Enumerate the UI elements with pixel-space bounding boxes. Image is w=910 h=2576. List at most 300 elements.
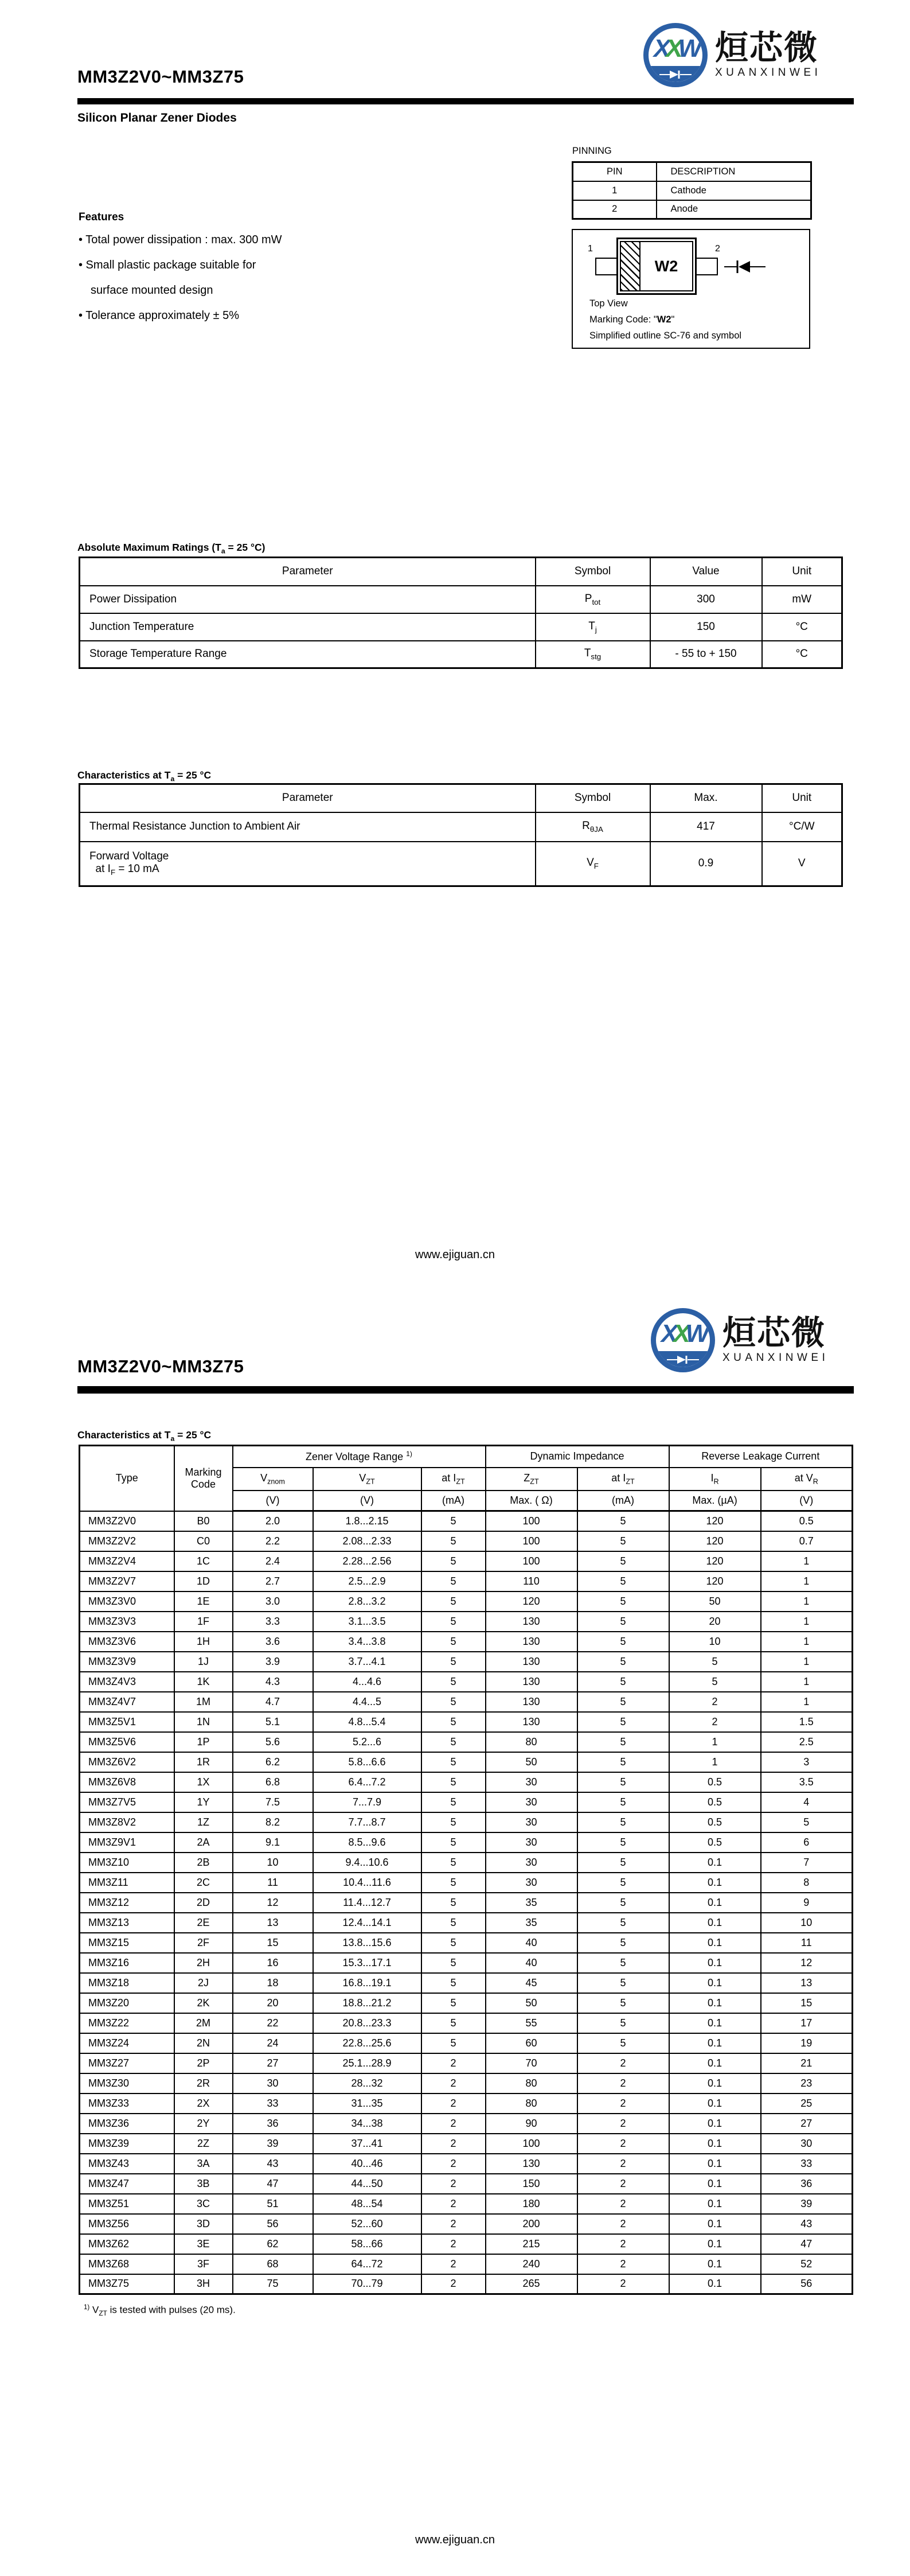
table-cell: 3	[761, 1752, 853, 1772]
value-header: Value	[650, 558, 762, 586]
table-cell: MM3Z15	[80, 1933, 174, 1953]
max-header: Max.	[650, 784, 762, 812]
characteristics-table	[79, 783, 843, 887]
table-cell: 3.0	[233, 1591, 313, 1612]
table-cell: MM3Z5V6	[80, 1732, 174, 1752]
table-cell: 2	[421, 2174, 486, 2194]
table-cell: 75	[233, 2274, 313, 2294]
table-cell: B0	[174, 1511, 233, 1531]
table-cell: MM3Z5V1	[80, 1712, 174, 1732]
table-cell: 5	[577, 1973, 669, 1993]
table-cell: 30	[761, 2134, 853, 2154]
table-cell: MM3Z24	[80, 2033, 174, 2053]
table-cell: 35	[486, 1893, 577, 1913]
table-cell: 56	[761, 2274, 853, 2294]
table-cell: 3.6	[233, 1632, 313, 1652]
table-cell: 2	[421, 2134, 486, 2154]
table-row	[80, 613, 842, 641]
table-cell: $T_{stg}$	[536, 641, 650, 668]
table-cell: 0.1	[669, 1873, 761, 1893]
table-cell: 15	[761, 1993, 853, 2013]
table-cell: 2R	[174, 2073, 233, 2094]
table-cell: 2F	[174, 1933, 233, 1953]
table-cell: 5	[421, 1672, 486, 1692]
table-cell: 5	[421, 1973, 486, 1993]
table-cell: 0.1	[669, 2013, 761, 2033]
table-cell: 2	[577, 2214, 669, 2234]
table-cell: MM3Z56	[80, 2214, 174, 2234]
table-cell: 5	[577, 1591, 669, 1612]
table-cell: 150	[650, 613, 762, 641]
table-cell: 4...4.6	[313, 1672, 421, 1692]
table-cell: 30	[233, 2073, 313, 2094]
table-cell: 39	[761, 2194, 853, 2214]
table-cell: 34...38	[313, 2114, 421, 2134]
table-cell: 3.4...3.8	[313, 1632, 421, 1652]
table-cell: MM3Z75	[80, 2274, 174, 2294]
description-column-header: DESCRIPTION	[657, 162, 811, 181]
table-cell: 5	[421, 1832, 486, 1853]
table-cell: 100	[486, 2134, 577, 2154]
table-cell: 5	[421, 1933, 486, 1953]
table-cell: 5.6	[233, 1732, 313, 1752]
table-cell: MM3Z16	[80, 1953, 174, 1973]
footnote: $^{1)}$ $V_{ZT}$ is tested with pulses (20 ms).	[84, 2304, 236, 2318]
table-cell: 1H	[174, 1632, 233, 1652]
table-row	[80, 2073, 853, 2094]
table-cell: MM3Z18	[80, 1973, 174, 1993]
table-cell: 18.8...21.2	[313, 1993, 421, 2013]
table-cell: 1N	[174, 1712, 233, 1732]
symbol-header: Symbol	[536, 784, 650, 812]
table-cell: 55	[486, 2013, 577, 2033]
table-cell: 2	[577, 2114, 669, 2134]
table-cell: 13	[233, 1913, 313, 1933]
table-cell: 2.4	[233, 1551, 313, 1571]
table-cell: 5	[421, 1591, 486, 1612]
zener-voltage-range-header: Zener Voltage Range $^{1)}$	[233, 1446, 486, 1468]
table-cell: 130	[486, 1672, 577, 1692]
table-cell: 36	[233, 2114, 313, 2134]
table-cell: 1	[761, 1632, 853, 1652]
table-row	[80, 1571, 853, 1591]
table-cell: 47	[761, 2234, 853, 2254]
table-cell: 9	[761, 1893, 853, 1913]
table-cell: 5	[577, 1893, 669, 1913]
table-header-row	[80, 558, 842, 586]
table-cell: - 55 to + 150	[650, 641, 762, 668]
table-cell: 2	[421, 2194, 486, 2214]
table-cell: 2.5...2.9	[313, 1571, 421, 1591]
table-cell: 3.1...3.5	[313, 1612, 421, 1632]
table-cell: Cathode	[657, 181, 811, 200]
table-cell: 5	[577, 1812, 669, 1832]
table-cell: 110	[486, 1571, 577, 1591]
table-cell: 30	[486, 1873, 577, 1893]
table-row	[80, 1953, 853, 1973]
table-row	[80, 2154, 853, 2174]
feature-item-continuation: surface mounted design	[91, 284, 213, 297]
table-row	[80, 2114, 853, 2134]
table-row	[80, 2013, 853, 2033]
type-header: Type	[80, 1446, 174, 1511]
symbol-header: Symbol	[536, 558, 650, 586]
table-cell: 2	[421, 2274, 486, 2294]
table-cell: 10	[761, 1913, 853, 1933]
table-cell: MM3Z11	[80, 1873, 174, 1893]
table-cell: 5	[577, 1832, 669, 1853]
table-cell: 5.2...6	[313, 1732, 421, 1752]
table-cell: 3D	[174, 2214, 233, 2234]
unit-header: Unit	[762, 558, 842, 586]
table-cell: 0.1	[669, 2174, 761, 2194]
logo-xxw-mark	[649, 36, 702, 61]
table-cell: 1.5	[761, 1712, 853, 1732]
table-row	[80, 1792, 853, 1812]
table-cell: 68	[233, 2254, 313, 2274]
table-cell: 47	[233, 2174, 313, 2194]
table-cell: 2	[577, 2094, 669, 2114]
table-cell: 0.1	[669, 1913, 761, 1933]
table-cell: MM3Z12	[80, 1893, 174, 1913]
at-izt-header: at $I_{ZT}$	[421, 1468, 486, 1491]
table-cell: 1F	[174, 1612, 233, 1632]
table-cell: 1	[669, 1732, 761, 1752]
table-cell: 2	[573, 200, 657, 219]
table-cell: 56	[233, 2214, 313, 2234]
table-cell: 1X	[174, 1772, 233, 1792]
table-cell: 4	[761, 1792, 853, 1812]
table-cell: 0.5	[669, 1832, 761, 1853]
logo-letter: X	[661, 1320, 674, 1348]
table-cell: 0.1	[669, 2274, 761, 2294]
characteristics-heading: Characteristics at $T_a = 25$ °C	[77, 769, 212, 783]
table-cell: 2.8...3.2	[313, 1591, 421, 1612]
table-cell: 8	[761, 1873, 853, 1893]
logo-letter: X	[653, 34, 666, 63]
table-cell: 10.4...11.6	[313, 1873, 421, 1893]
table-cell: 3.9	[233, 1652, 313, 1672]
table-cell: 0.1	[669, 2033, 761, 2053]
table-cell: 5	[577, 1632, 669, 1652]
table-cell: 2	[577, 2234, 669, 2254]
table-cell: 120	[669, 1551, 761, 1571]
table-cell: 3.3	[233, 1612, 313, 1632]
table-cell: 10	[669, 1632, 761, 1652]
table-cell: 52...60	[313, 2214, 421, 2234]
table-cell: MM3Z13	[80, 1913, 174, 1933]
table-row	[80, 1672, 853, 1692]
table-cell: 3A	[174, 2154, 233, 2174]
table-cell: 4.3	[233, 1672, 313, 1692]
table-cell: 5	[577, 1672, 669, 1692]
table-row	[80, 586, 842, 613]
table-cell: 130	[486, 1632, 577, 1652]
table-cell: 5	[421, 1893, 486, 1913]
table-cell: MM3Z39	[80, 2134, 174, 2154]
pin2-label: 2	[715, 244, 720, 254]
pinning-table	[572, 161, 812, 220]
table-cell: 5.1	[233, 1712, 313, 1732]
table-cell: 2E	[174, 1913, 233, 1933]
table-cell: MM3Z68	[80, 2254, 174, 2274]
table-cell: MM3Z3V0	[80, 1591, 174, 1612]
table-cell: 5	[577, 1752, 669, 1772]
table-cell: 2	[577, 2073, 669, 2094]
table-cell: $V_F$	[536, 842, 650, 886]
table-cell: MM3Z6V2	[80, 1752, 174, 1772]
table-cell: 120	[669, 1531, 761, 1551]
table-cell: 5	[421, 2013, 486, 2033]
table-row	[80, 2234, 853, 2254]
table-cell: 5	[421, 1873, 486, 1893]
table-cell: 5	[421, 1812, 486, 1832]
table-cell: 5	[577, 1511, 669, 1531]
table-cell: MM3Z36	[80, 2114, 174, 2134]
table-cell: 5	[421, 1752, 486, 1772]
table-cell: Thermal Resistance Junction to Ambient Air	[80, 812, 536, 842]
table-cell: 33	[761, 2154, 853, 2174]
table-cell: 80	[486, 2073, 577, 2094]
table-cell: MM3Z3V6	[80, 1632, 174, 1652]
table-cell: MM3Z30	[80, 2073, 174, 2094]
table-cell: 20	[669, 1612, 761, 1632]
table-cell: 4.7	[233, 1692, 313, 1712]
table-cell: MM3Z8V2	[80, 1812, 174, 1832]
vzt-header: $V_{ZT}$	[313, 1468, 421, 1491]
table-cell: 10	[233, 1853, 313, 1873]
table-cell: 6	[761, 1832, 853, 1853]
table-cell: 3E	[174, 2234, 233, 2254]
table-cell: 0.1	[669, 2214, 761, 2234]
table-row	[80, 842, 842, 886]
table-cell: 0.1	[669, 2053, 761, 2073]
table-cell: 1	[761, 1612, 853, 1632]
table-cell: 0.5	[669, 1812, 761, 1832]
table-row	[80, 2214, 853, 2234]
table-cell: 1D	[174, 1571, 233, 1591]
table-cell: 33	[233, 2094, 313, 2114]
table-cell: 5.8...6.6	[313, 1752, 421, 1772]
table-cell: 8.2	[233, 1812, 313, 1832]
table-cell: 2	[421, 2214, 486, 2234]
table-cell: 4.8...5.4	[313, 1712, 421, 1732]
table-cell: MM3Z9V1	[80, 1832, 174, 1853]
table-cell: 5	[577, 1652, 669, 1672]
table-cell: 30	[486, 1772, 577, 1792]
pinning-label: PINNING	[572, 146, 612, 156]
table-cell: 3.7...4.1	[313, 1652, 421, 1672]
table-cell: 2.5	[761, 1732, 853, 1752]
table-row	[80, 1933, 853, 1953]
marking-code-header: Marking Code	[174, 1446, 233, 1511]
table-cell: 180	[486, 2194, 577, 2214]
table-cell: 5	[421, 1531, 486, 1551]
table-cell: 5	[421, 1732, 486, 1752]
logo-circle-icon	[651, 1308, 715, 1372]
table-cell: 200	[486, 2214, 577, 2234]
table-cell: 3F	[174, 2254, 233, 2274]
table-cell: 2	[421, 2234, 486, 2254]
page1-title: MM3Z2V0~MM3Z75	[77, 67, 244, 87]
table-cell: 5	[421, 1612, 486, 1632]
characteristics2-heading: Characteristics at $T_a = 25$ °C	[77, 1429, 212, 1443]
table-cell: 2	[421, 2154, 486, 2174]
table-row	[80, 812, 842, 842]
table-cell: 5	[577, 2033, 669, 2053]
table-row	[80, 1812, 853, 1832]
table-cell: MM3Z6V8	[80, 1772, 174, 1792]
table-cell: 5	[577, 1712, 669, 1732]
package-pin-1	[595, 258, 618, 275]
logo-chinese-name: 烜芯微	[715, 28, 819, 67]
diode-icon	[659, 69, 692, 80]
table-cell: 5	[421, 1692, 486, 1712]
feature-item: • Small plastic package suitable for	[79, 259, 256, 271]
table-cell: 0.1	[669, 2094, 761, 2114]
table-cell: 5	[421, 1913, 486, 1933]
table-cell: 5	[421, 1551, 486, 1571]
logo-chinese-name: 烜芯微	[722, 1313, 826, 1352]
table-cell: 5	[577, 1933, 669, 1953]
table-cell: $P_{tot}$	[536, 586, 650, 613]
table-cell: 17	[761, 2013, 853, 2033]
table-cell: 80	[486, 2094, 577, 2114]
table-cell: 2B	[174, 1853, 233, 1873]
table-cell: 5	[421, 2033, 486, 2053]
table-cell: 1C	[174, 1551, 233, 1571]
reverse-leakage-header: Reverse Leakage Current	[669, 1446, 853, 1468]
table-cell: 5	[421, 1772, 486, 1792]
table-cell: 0.7	[761, 1531, 853, 1551]
table-cell: 2	[577, 2154, 669, 2174]
table-cell: 1J	[174, 1652, 233, 1672]
table-cell: 7	[761, 1853, 853, 1873]
logo-letter: X	[666, 34, 678, 63]
table-cell: MM3Z7V5	[80, 1792, 174, 1812]
pin1-label: 1	[588, 244, 593, 254]
logo-circle-icon	[643, 23, 708, 87]
table-cell: °C/W	[762, 812, 842, 842]
table-cell: 0.1	[669, 2073, 761, 2094]
table-cell: 5	[577, 1953, 669, 1973]
table-cell: 0.1	[669, 2254, 761, 2274]
table-cell: 5	[421, 1511, 486, 1531]
table-cell: MM3Z62	[80, 2234, 174, 2254]
package-outline-figure	[572, 229, 810, 349]
table-cell: 5	[577, 1993, 669, 2013]
feature-item: • Total power dissipation : max. 300 mW	[79, 234, 282, 246]
table-cell: 1	[761, 1652, 853, 1672]
table-cell: 1R	[174, 1752, 233, 1772]
cathode-band-hatch	[621, 242, 640, 290]
table-cell: 130	[486, 2154, 577, 2174]
table-cell: 12	[761, 1953, 853, 1973]
table-cell: 1	[761, 1591, 853, 1612]
table-cell: 25	[761, 2094, 853, 2114]
table-cell: 2A	[174, 1832, 233, 1853]
table-cell: 1	[669, 1752, 761, 1772]
table-cell: 2X	[174, 2094, 233, 2114]
table-cell: 150	[486, 2174, 577, 2194]
table-row	[80, 1893, 853, 1913]
table-cell: MM3Z3V9	[80, 1652, 174, 1672]
vznom-header: $V_{znom}$	[233, 1468, 313, 1491]
table-cell: 0.1	[669, 2114, 761, 2134]
diode-icon	[667, 1355, 699, 1365]
table-cell: 21	[761, 2053, 853, 2073]
table-cell: 5	[761, 1812, 853, 1832]
table-cell: MM3Z4V3	[80, 1672, 174, 1692]
table-cell: MM3Z2V4	[80, 1551, 174, 1571]
unit-cell: (mA)	[577, 1491, 669, 1511]
package-body-inner	[620, 241, 693, 291]
table-cell: 5	[577, 1531, 669, 1551]
pin-column-header: PIN	[573, 162, 657, 181]
table-cell: 2	[577, 2174, 669, 2194]
table-cell: 1	[761, 1571, 853, 1591]
table-cell: 39	[233, 2134, 313, 2154]
parameter-header: Parameter	[80, 784, 536, 812]
table-cell: 52	[761, 2254, 853, 2274]
table-cell: 0.1	[669, 1933, 761, 1953]
table-cell: 70...79	[313, 2274, 421, 2294]
table-cell: 7.5	[233, 1792, 313, 1812]
table-row	[80, 1772, 853, 1792]
table-cell: 31...35	[313, 2094, 421, 2114]
table-cell: 1	[761, 1692, 853, 1712]
table-row	[80, 1531, 853, 1551]
table-row	[80, 2094, 853, 2114]
table-cell: 2	[669, 1712, 761, 1732]
abs-max-table	[79, 557, 843, 669]
table-cell: MM3Z2V2	[80, 1531, 174, 1551]
abs-max-heading: Absolute Maximum Ratings ($T_a = 25$ °C)	[77, 542, 265, 555]
dynamic-impedance-header: Dynamic Impedance	[486, 1446, 669, 1468]
table-cell: 5	[577, 1692, 669, 1712]
logo-letter: W	[685, 1320, 705, 1348]
table-row	[80, 1612, 853, 1632]
unit-cell: (V)	[761, 1491, 853, 1511]
page1-subtitle: Silicon Planar Zener Diodes	[77, 111, 237, 124]
table-cell: 24	[233, 2033, 313, 2053]
table-cell: 0.1	[669, 1953, 761, 1973]
table-cell: 2Z	[174, 2134, 233, 2154]
table-cell: MM3Z27	[80, 2053, 174, 2073]
table-cell: 2	[669, 1692, 761, 1712]
table-cell: 50	[486, 1752, 577, 1772]
table-cell: 5	[577, 1853, 669, 1873]
table-cell: 1Z	[174, 1812, 233, 1832]
table-cell: °C	[762, 613, 842, 641]
table-row	[80, 1732, 853, 1752]
table-cell: MM3Z51	[80, 2194, 174, 2214]
table-header-row	[573, 162, 811, 181]
parameter-header: Parameter	[80, 558, 536, 586]
table-cell: 50	[669, 1591, 761, 1612]
table-row	[80, 2134, 853, 2154]
table-cell: 2N	[174, 2033, 233, 2053]
table-cell: 44...50	[313, 2174, 421, 2194]
table-cell: 5	[421, 1953, 486, 1973]
table-cell: 19	[761, 2033, 853, 2053]
table-cell: 64...72	[313, 2254, 421, 2274]
table-cell: 5	[421, 1792, 486, 1812]
features-heading: Features	[79, 211, 124, 223]
table-cell: 100	[486, 1551, 577, 1571]
table-cell: 15	[233, 1933, 313, 1953]
table-cell: MM3Z43	[80, 2154, 174, 2174]
